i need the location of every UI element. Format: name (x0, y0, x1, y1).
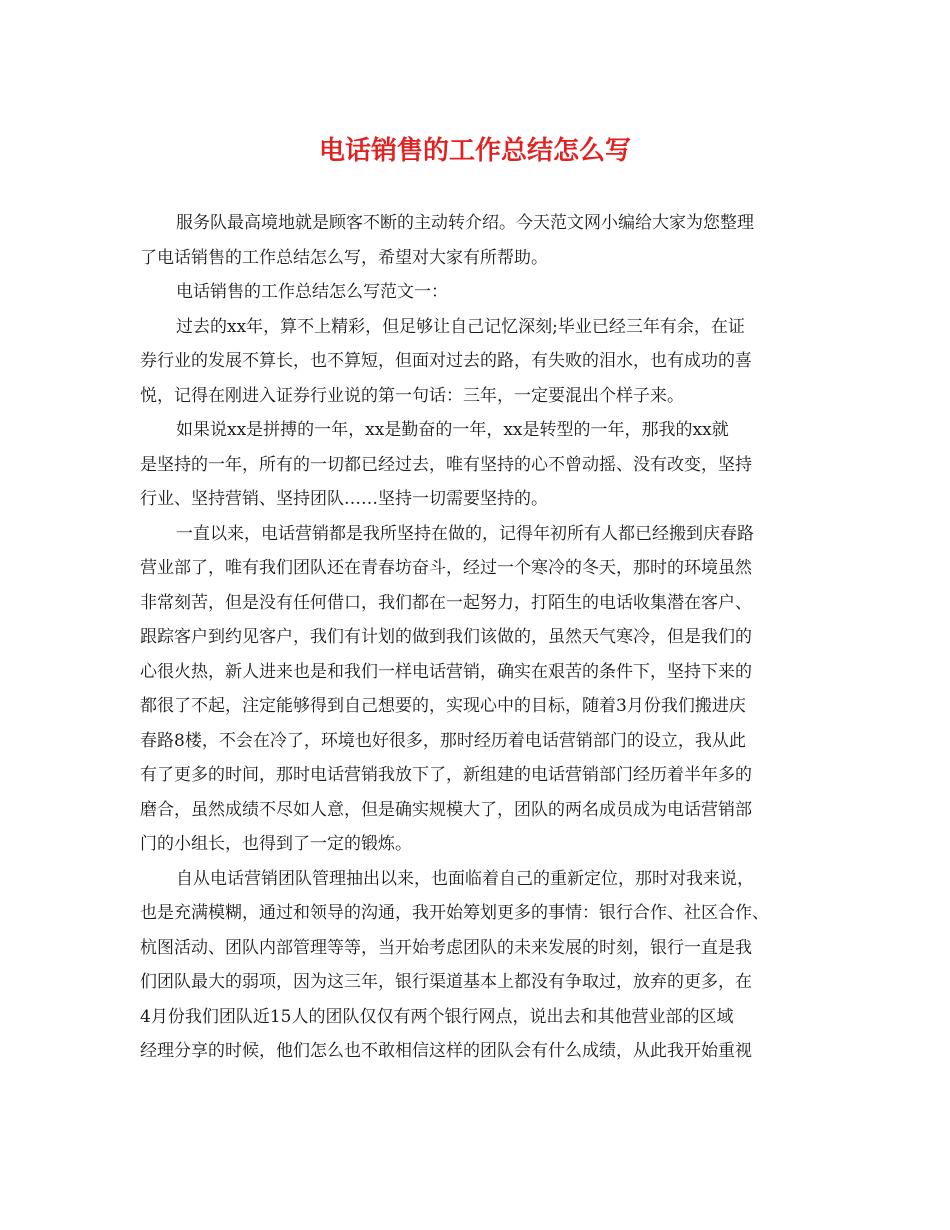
paragraph-phone-marketing (140, 517, 830, 862)
paragraph-sample-heading (140, 275, 830, 310)
paragraph-line: 自从电话营销团队管理抽出以来，也面临着自己的重新定位，那时对我来说， (176, 868, 754, 889)
paragraph-line: 有了更多的时间，那时电话营销我放下了，新组建的电话营销部门经历着半年多的 (140, 765, 752, 785)
paragraph-past-years (140, 310, 830, 414)
paragraph-line: 们团队最大的弱项，因为这三年，银行渠道基本上都没有争取过，放弃的更多，在 (140, 972, 752, 992)
paragraph-line: 服务队最高境地就是顾客不断的主动转介绍。今天范文网小编给大家为您整理 (176, 213, 754, 233)
paragraph-line: 营业部了，唯有我们团队还在青春坊奋斗，经过一个寒冷的冬天，那时的环境虽然 (140, 558, 752, 578)
paragraph-line: 心很火热，新人进来也是和我们一样电话营销，确实在艰苦的条件下，坚持下来的 (140, 661, 752, 682)
document-title: 电话销售的工作总结怎么写 (318, 136, 631, 166)
paragraph-line: 悦，记得在刚进入证券行业说的第一句话：三年，一定要混出个样子来。 (140, 385, 684, 406)
paragraph-intro (140, 206, 830, 275)
paragraph-line: 磨合，虽然成绩不尽如人意，但是确实规模大了，团队的两名成员成为电话营销部 (140, 799, 752, 820)
paragraph-line: 如果说xx是拼搏的一年，xx是勤奋的一年，xx是转型的一年，那我的xx就 (176, 420, 729, 440)
paragraph-line: 杭图活动、团队内部管理等等，当开始考虑团队的未来发展的时刻，银行一直是我 (140, 937, 752, 958)
paragraph-line: 非常刻苦，但是没有任何借口，我们都在一起努力，打陌生的电话收集潜在客户、 (140, 592, 752, 613)
paragraph-line: 跟踪客户到约见客户，我们有计划的做到我们该做的，虽然天气寒冷，但是我们的 (140, 627, 752, 647)
paragraph-line: 春路8楼，不会在冷了，环境也好很多，那时经历着电话营销部门的设立，我从此 (140, 730, 746, 751)
paragraph-line: 经理分享的时候，他们怎么也不敢相信这样的团队会有什么成绩，从此我开始重视 (140, 1041, 752, 1061)
paragraph-line: 电话销售的工作总结怎么写范文一： (176, 282, 448, 302)
paragraph-line: 过去的xx年，算不上精彩，但足够让自己记忆深刻;毕业已经三年有余，在证 (176, 316, 745, 337)
paragraph-persistence (140, 413, 830, 517)
document-body (140, 206, 830, 1069)
paragraph-line: 行业、坚持营销、坚持团队……坚持一切需要坚持的。 (140, 489, 548, 509)
paragraph-line: 也是充满模糊，通过和领导的沟通，我开始筹划更多的事情：银行合作、社区合作、 (140, 903, 769, 923)
paragraph-repositioning (140, 862, 830, 1069)
paragraph-line: 是坚持的一年，所有的一切都已经过去，唯有坚持的心不曾动摇、没有改变，坚持 (140, 454, 752, 475)
paragraph-line: 券行业的发展不算长，也不算短，但面对过去的路，有失败的泪水，也有成功的喜 (140, 351, 752, 371)
paragraph-line: 都很了不起，注定能够得到自己想要的，实现心中的目标，随着3月份我们搬进庆 (140, 696, 746, 716)
paragraph-line: 门的小组长，也得到了一定的锻炼。 (140, 834, 412, 854)
paragraph-line: 一直以来，电话营销都是我所坚持在做的，记得年初所有人都已经搬到庆春路 (176, 523, 754, 544)
paragraph-line: 4月份我们团队近15人的团队仅仅有两个银行网点，说出去和其他营业部的区域 (140, 1006, 734, 1027)
paragraph-line: 了电话销售的工作总结怎么写，希望对大家有所帮助。 (140, 247, 548, 268)
